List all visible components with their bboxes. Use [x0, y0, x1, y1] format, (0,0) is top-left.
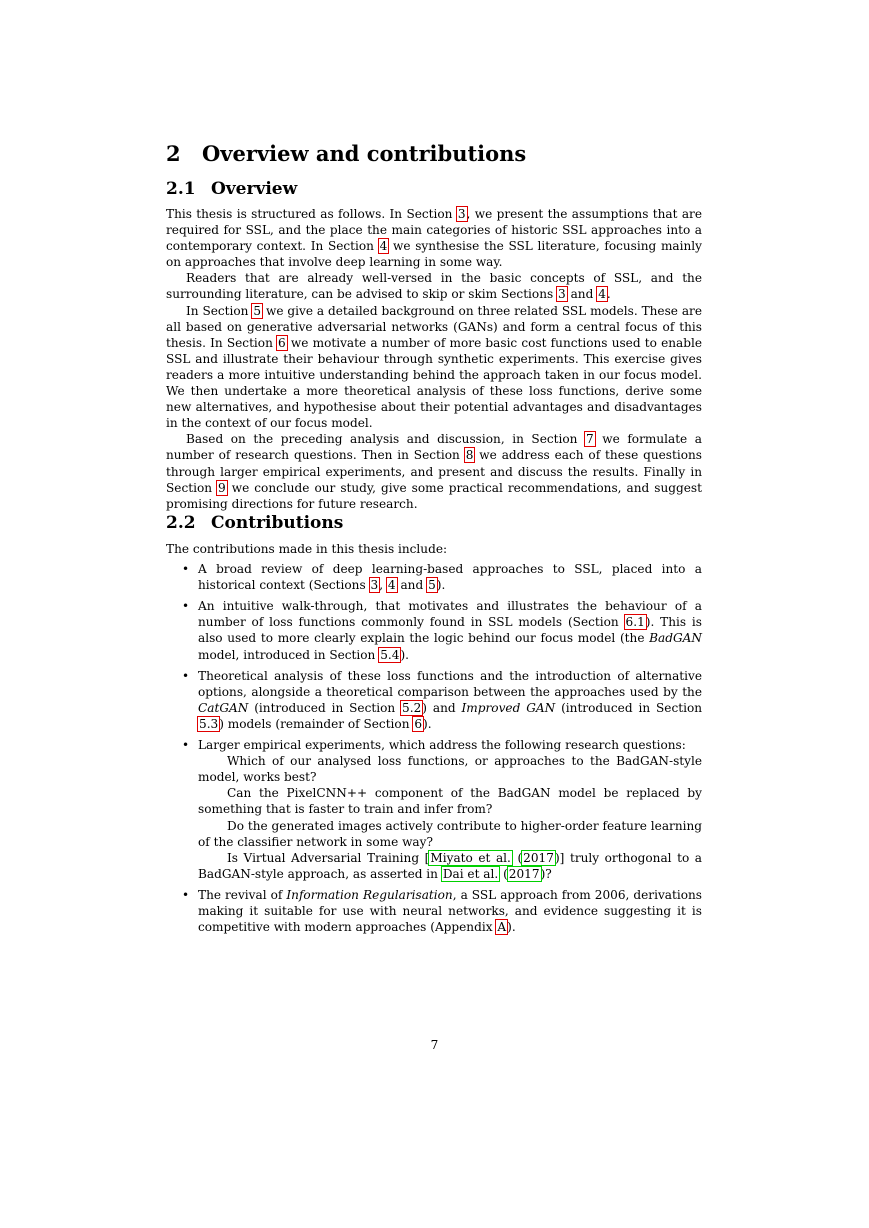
contributions-body: [166, 541, 702, 940]
section-link[interactable]: 4: [387, 578, 396, 593]
page-number: 7: [430, 1038, 439, 1052]
text: ).: [507, 920, 516, 935]
text: model, introduced in Section: [198, 647, 380, 662]
text: This thesis is structured as follows. In Section: [166, 207, 457, 221]
paragraph: [166, 303, 702, 432]
list-item: [166, 598, 702, 662]
model-name: BadGAN: [649, 631, 702, 646]
list-item: [166, 887, 702, 935]
text: ). This is also used to more clearly explain the logic behind our focus model (the: [198, 615, 702, 646]
paragraph: [166, 431, 702, 511]
subsection-title: Overview: [211, 179, 298, 199]
text: , we present the assumptions that are required for SSL, and the place the main categories of historic SSL approaches into a contemporary context. In Section: [166, 207, 702, 254]
text: , a SSL approach from 2006, derivations making it suitable for use with neural networks, and evidence suggesting it is competitive with modern approaches (Appendix: [198, 887, 702, 935]
text: we formulate a number of research questions. Then in Section: [166, 432, 702, 463]
subsection-heading-contributions: [166, 513, 343, 533]
text: we give a detailed background on three related SSL models. These are all based on generative adversarial networks (GANs) and form a central focus of this thesis. In Section: [166, 303, 702, 350]
citation-link[interactable]: Miyato et al.: [430, 850, 511, 865]
research-question: Can the PixelCNN++ component of the BadGAN model be replaced by something that is faster to train and infer from?: [198, 786, 702, 817]
contributions-intro: The contributions made in this thesis include:: [166, 542, 448, 556]
text: we conclude our study, give some practical recommendations, and suggest promising directions for future research.: [166, 480, 702, 511]
section-link[interactable]: 5.2: [402, 700, 422, 715]
section-link[interactable]: 5.3: [199, 716, 219, 731]
contributions-list: [166, 561, 702, 935]
research-question: Which of our analysed loss functions, or approaches to the BadGAN-style model, works best?: [198, 754, 702, 785]
section-link[interactable]: 3: [370, 578, 379, 593]
text: we motivate a number of more basic cost functions used to enable SSL and illustrate their behaviour through synthetic experiments. This exercise gives readers a more intuitive understanding behind the approach taken in our focus model. We then undertake a more theoretical analysis of these loss functions, derive some new alternatives, and hypothesise about their potential advantages and disadvantages in the context of our focus model.: [166, 335, 703, 431]
text: The revival of: [198, 887, 287, 902]
text: ) and: [422, 700, 462, 715]
text: (: [499, 866, 508, 881]
text: Readers that are already well-versed in the basic concepts of SSL, and the surrounding literature, can be advised to skip or skim Sections: [166, 271, 702, 302]
section-link[interactable]: 5: [253, 303, 262, 318]
appendix-link[interactable]: A: [497, 920, 507, 935]
section-link[interactable]: 6: [278, 335, 286, 350]
text: ).: [423, 716, 432, 731]
subsection-heading-overview: [166, 179, 297, 199]
section-link[interactable]: 3: [457, 207, 466, 221]
list-item: [166, 668, 702, 732]
text: In Section: [186, 303, 253, 318]
citation-link[interactable]: Dai et al.: [442, 866, 499, 881]
section-link[interactable]: 6.1: [625, 615, 645, 630]
text: .: [606, 287, 611, 302]
text: ,: [379, 578, 387, 593]
section-link[interactable]: 4: [379, 239, 388, 254]
section-link[interactable]: 4: [598, 287, 606, 302]
research-question: [198, 850, 702, 882]
section-link[interactable]: 8: [465, 448, 474, 463]
research-question: Do the generated images actively contribute to higher-order feature learning of the classifier network in some way?: [198, 818, 702, 849]
section-link[interactable]: 9: [218, 480, 226, 495]
section-title: Overview and contributions: [202, 141, 527, 166]
item-intro: • Larger empirical experiments, which address the following research questions:: [198, 738, 686, 753]
section-link[interactable]: 3: [558, 287, 566, 302]
model-name: CatGAN: [198, 700, 249, 715]
list-item: [166, 737, 702, 882]
section-number: 2: [166, 141, 181, 166]
text: and: [396, 578, 428, 593]
text: (introduced in Section: [248, 700, 402, 715]
text: (: [511, 850, 523, 865]
text: and: [566, 287, 598, 302]
overview-body: [166, 206, 702, 512]
text: ) models (remainder of Section: [219, 716, 414, 731]
section-link[interactable]: 6: [414, 716, 423, 731]
text: An intuitive walk-through, that motivates and illustrates the behaviour of a number of loss functions commonly found in SSL models (Section: [198, 599, 702, 630]
paragraph: [166, 206, 702, 270]
section-link[interactable]: 5.4: [380, 647, 400, 662]
section-link[interactable]: 5: [428, 578, 436, 593]
model-name: Improved GAN: [461, 700, 556, 715]
text: A broad review of deep learning-based approaches to SSL, placed into a historical context (Sections: [198, 562, 702, 593]
text: (introduced in Section: [555, 700, 703, 715]
text: )] truly orthogonal to a BadGAN-style approach, as asserted in: [198, 850, 703, 881]
subsection-number: 2.1: [166, 179, 196, 199]
approach-name: Information Regularisation: [286, 887, 453, 902]
text: Theoretical analysis of these loss functions and the introduction of alternative options, alongside a theoretical comparison between the approaches used by the: [198, 668, 702, 699]
subsection-title: Contributions: [211, 513, 344, 533]
text: )?: [540, 866, 552, 881]
text: we synthesise the SSL literature, focusing mainly on approaches that involve deep learning in some way.: [166, 239, 702, 270]
paragraph: [166, 270, 702, 302]
subsection-number: 2.2: [166, 513, 196, 533]
section-link[interactable]: 7: [586, 432, 594, 447]
citation-year-link[interactable]: 2017: [523, 850, 554, 865]
text: ).: [400, 647, 409, 662]
text: Based on the preceding analysis and discussion, in Section: [186, 432, 585, 447]
citation-year-link[interactable]: 2017: [508, 866, 540, 881]
text: we address each of these questions through larger empirical experiments, and present and discuss the results. Finally in Section: [166, 448, 703, 495]
list-item: [166, 561, 702, 593]
section-heading: [166, 141, 526, 166]
text: ).: [436, 578, 446, 593]
text: Is Virtual Adversarial Training [: [227, 850, 430, 865]
